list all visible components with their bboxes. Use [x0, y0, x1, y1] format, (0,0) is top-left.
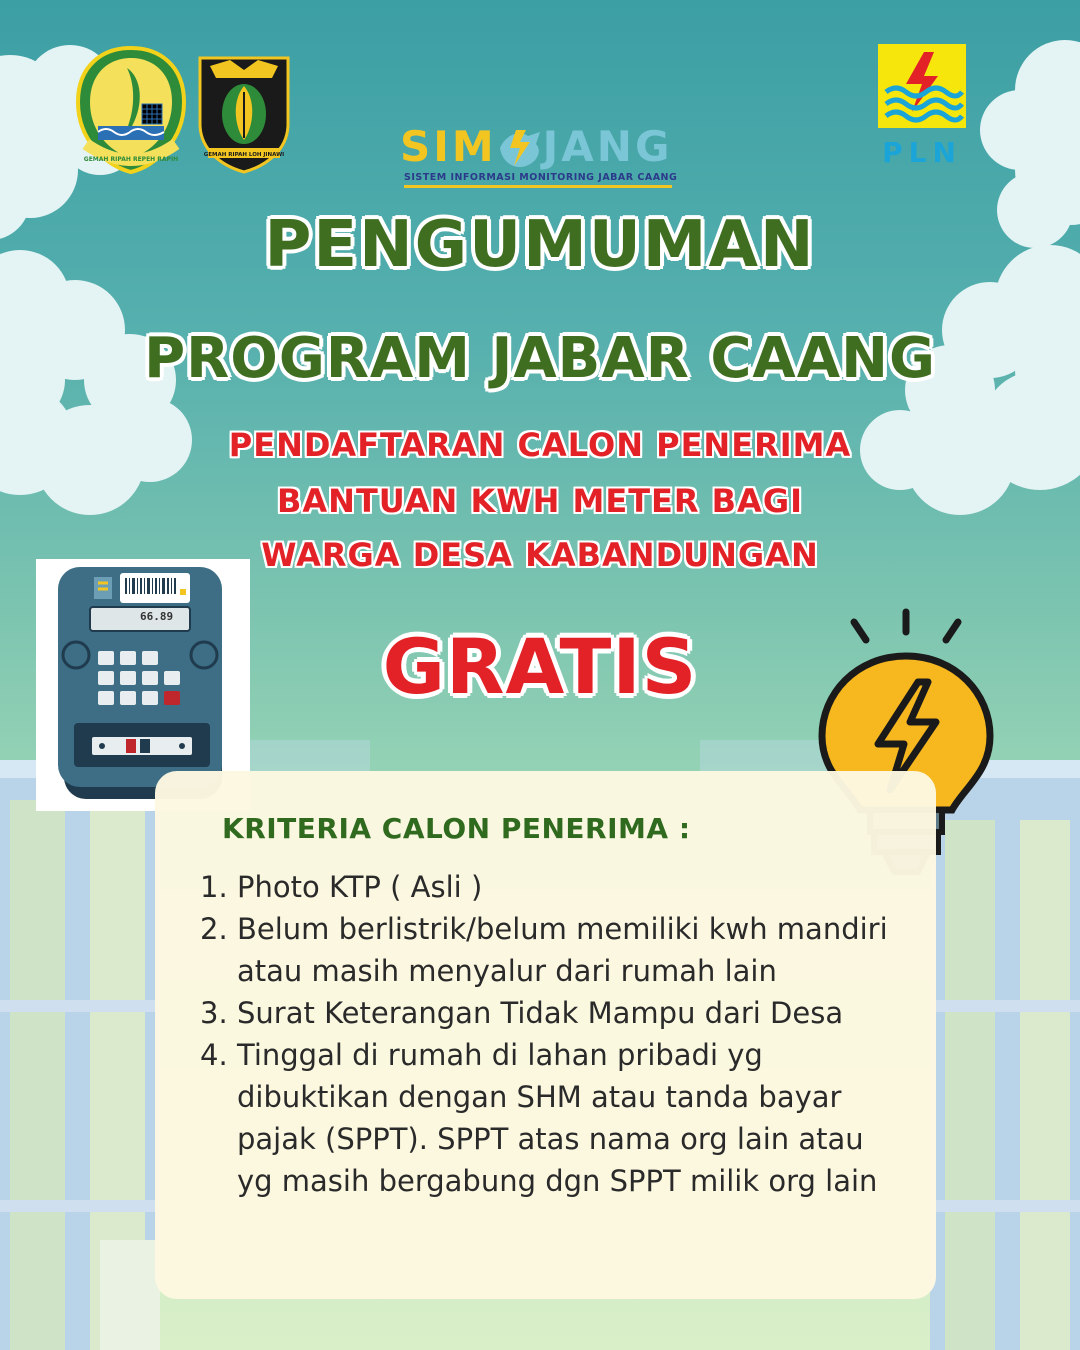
- regency-emblem: [196, 52, 292, 174]
- criteria-list: [200, 866, 930, 1202]
- criteria-item: [200, 908, 930, 992]
- free-badge-text: GRATIS: [382, 622, 698, 711]
- subtitle-line-3: WARGA DESA KABANDUNGAN: [261, 536, 819, 574]
- subtitle-line-2: BANTUAN KWH METER BAGI: [277, 482, 803, 520]
- criteria-item-number: 1.: [200, 870, 228, 904]
- simojang-tagline: SISTEM INFORMASI MONITORING JABAR CAANG: [404, 172, 672, 188]
- page-title: PENGUMUMAN: [264, 208, 816, 282]
- buildings-left: [0, 760, 160, 1350]
- simojang-logo: [400, 122, 678, 192]
- criteria-item-number: 2.: [200, 912, 228, 946]
- criteria-item-text: Surat Keterangan Tidak Mampu dari Desa: [237, 996, 844, 1030]
- criteria-item-number: 3.: [200, 996, 228, 1030]
- criteria-item: [200, 992, 930, 1034]
- pln-logo: [876, 42, 968, 168]
- criteria-item: [200, 866, 930, 908]
- program-title: PROGRAM JABAR CAANG: [144, 326, 936, 391]
- criteria-heading: KRITERIA CALON PENERIMA :: [222, 812, 691, 845]
- criteria-item-text: Tinggal di rumah di lahan pribadi yg dibuktikan dengan SHM atau tanda bayar pajak (SPPT). SPPT atas nama org lain atau yg masih bergabung dgn SPPT milik org lain: [237, 1038, 878, 1198]
- west-java-map-icon: [496, 126, 546, 172]
- jabar-province-emblem: [72, 44, 190, 174]
- pln-label: PLN: [882, 136, 962, 168]
- meter-reading-display: 66.89: [140, 610, 174, 623]
- regency-motto-text: GEMAH RIPAH LOH JINAWI: [203, 152, 285, 158]
- criteria-item-number: 4.: [200, 1038, 228, 1072]
- criteria-item-text: Belum berlistrik/belum memiliki kwh mandiri atau masih menyalur dari rumah lain: [237, 912, 888, 988]
- simojang-word-part-2: JANG: [542, 122, 673, 171]
- jabar-motto-text: GEMAH RIPAH REPEH RAPIH: [83, 156, 179, 163]
- criteria-item-text: Photo KTP ( Asli ): [237, 870, 483, 904]
- subtitle-line-1: PENDAFTARAN CALON PENERIMA: [228, 426, 852, 464]
- criteria-item: [200, 1034, 930, 1202]
- simojang-word-part-1: SIM: [400, 122, 497, 171]
